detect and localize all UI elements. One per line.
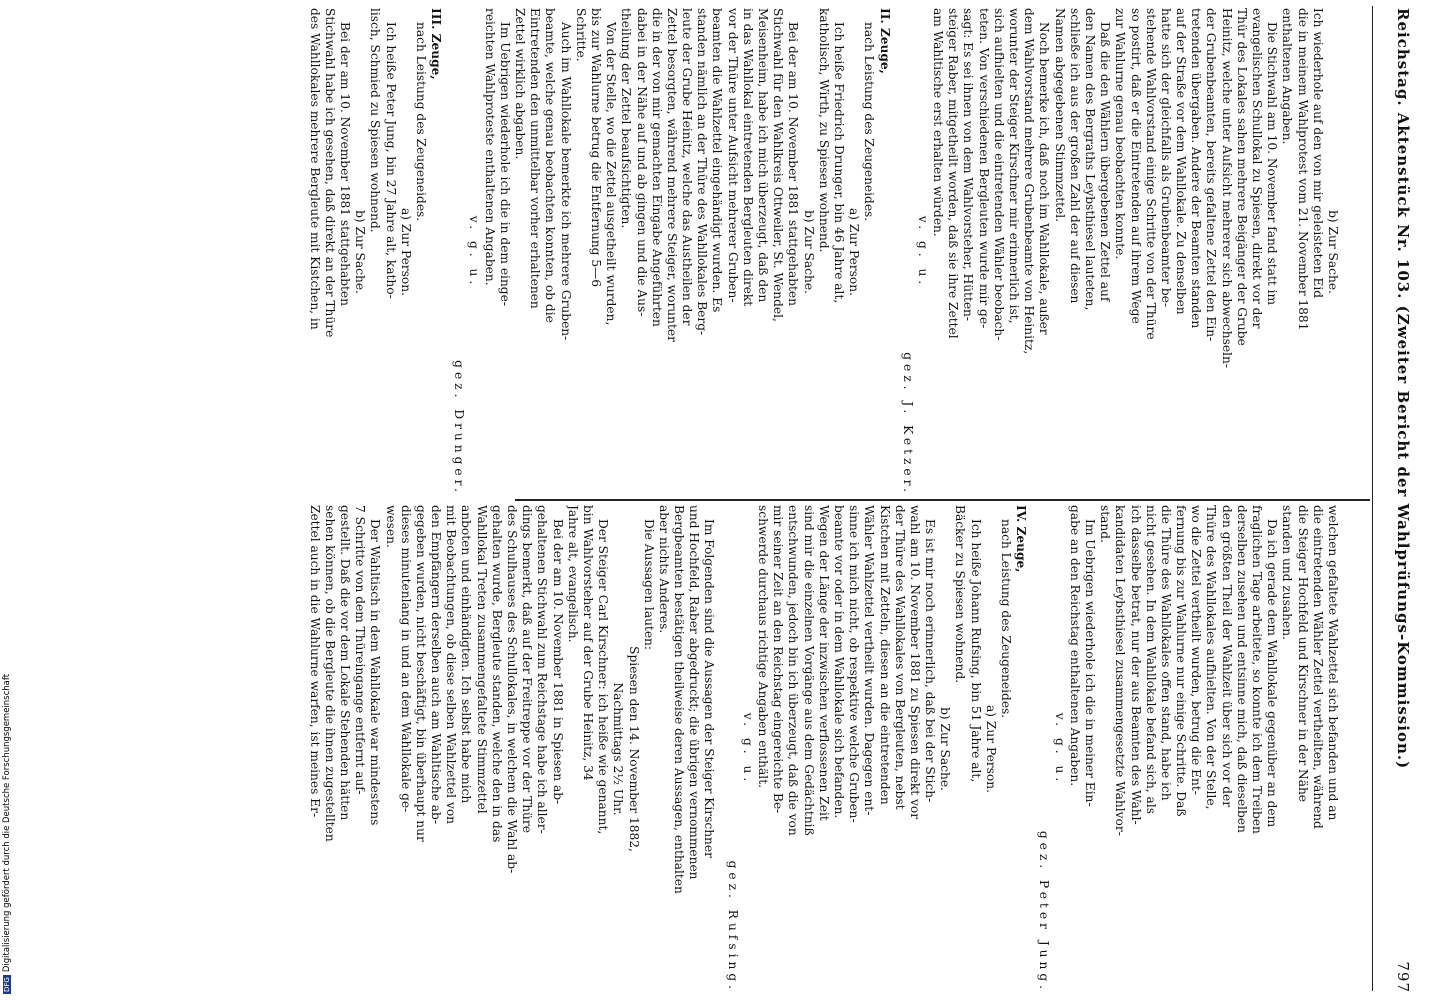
text-line: bin Wahlvorsteher auf der Grube Heinitz, 34 [581,505,595,781]
text-line: sehen können, ob die Bergleute die ihnen zugestellten [322,505,337,842]
text-line: schließe ich aus der großen Zahl der auf diesen [1067,8,1082,304]
text-line: stehende Wahlvorstand einige Schritte von der Thüre [1143,8,1158,340]
text-line: welchen gefaltete Wahlzettel sich befanden und an [1326,505,1340,821]
text-line: nach Leistung des Zeugeneides. [862,22,877,222]
running-head [1394,8,1412,993]
text-line: Ich heiße Friedrich Drunger, bin 46 Jahre alt, [832,22,846,304]
text-line: beamte, welche genau beobachten konnten, ob die [543,8,558,323]
text-line: Meisenheim, habe ich mich überzeugt, daß den [756,8,771,303]
text-line: a) Zur Person. [847,208,862,296]
text-line: gabe an den Reichstag enthaltenen Angaben. [1067,505,1082,787]
text-line: nach Leistung des Zeugeneides. [413,22,428,222]
text-line: dabei in der Nähe auf und ab gingen und die Aus- [634,8,649,317]
text-line: gez. Drunger. [452,360,467,496]
text-line: dieses minutenlang in und an dem Wahllokale ge- [398,505,413,813]
text-line: Stichwahl habe ich gesehen, daß direkt an der Thüre [322,8,337,338]
text-line: nicht gesehen. In dem Wahllokale befand sich, als [1143,505,1158,814]
text-line: des Wahllokales mehrere Bergleute mit Kistchen, in [307,8,322,330]
text-line: Von der Stelle, wo die Zettel ausgetheilt wurden, [604,22,619,326]
text-line: der Thüre des Wahllokales von Bergleuten, nebst [892,505,907,810]
text-line: die eintretenden Wähler Zettel vertheilten, während [1310,505,1325,829]
text-line: gegeben wurden, nicht beschäftigt, bin überhaupt nur [413,505,428,842]
text-line: gehaltenen Stichwahl zum Reichstage habe ich aller- [535,505,550,834]
text-column-left [100,8,1340,496]
text-line: zur Wahlurne genau beobachten konnte. [1113,8,1128,260]
text-line: der Grubenbeamten, bereits gefaltene Zettel den Ein- [1204,8,1219,342]
text-line: Schritte. [573,8,588,62]
text-line: gez. J. Ketzer. [900,352,915,496]
text-line: a) Zur Person. [983,705,998,793]
text-line: evangelischen Schullokal zu Spiesen, direkt vor der [1250,8,1265,329]
text-line: teten. Von verschiedenen Bergleuten wurde mir ge- [976,8,991,329]
text-line: b) Zur Sache. [801,210,816,294]
text-line: Namen abgegebenen Stimmzettel. [1052,8,1067,222]
text-line: Wegen der Länge der inzwischen verflossenen Zeit [816,505,831,821]
text-line: entschwunden, jedoch bin ich überzeugt, daß die von [786,505,801,836]
text-line: die Thüre des Wahllokales offen stand, habe ich [1158,505,1173,801]
text-line: II. Zeuge, [877,8,892,74]
text-line: Bäcker zu Spiesen wohnend. [953,505,968,684]
text-line: Zettel wirklich abgaben. [513,8,528,160]
text-line: fernung bis zur Wahlurne nur einige Schritte. Daß [1174,505,1189,817]
text-line: gez. Rufsing. [725,860,740,993]
text-line: Noch bemerke ich, daß noch im Wahllokale, außer [1037,22,1052,335]
text-line: die in der von mir gemachten Eingabe Angeführten [649,8,664,327]
text-line: stand. [1098,505,1113,543]
text-line: reichten Wahlproteste enthaltenen Angaben. [482,8,497,286]
text-line: v. g. u. [915,215,930,289]
text-line: bis zur Wahlurne betrug die Entfernung 5—6 [589,8,603,288]
text-line: wahl am 10. November 1881 zu Spiesen direkt vor [907,505,922,820]
text-line: wesen. [383,505,398,548]
text-line: aber nichts Anderes. [656,505,671,634]
text-line: dings bemerkt, daß auf der Freitreppe vor der Thüre [520,505,535,833]
text-line: sind mir die einzelnen Vorgänge aus dem Gedächtniß [801,505,816,836]
text-line: die in meinem Wahlprotest vom 21. November 1881 [1295,8,1310,331]
text-line: gez. Peter Jung. [1037,830,1052,993]
dfg-logo: DFG [3,977,11,992]
text-line: Ich wiederhole auf den von mir geleisteten Eid [1310,8,1325,299]
text-line: Ich heiße Peter Jung, bin 27 Jahre alt, katho- [383,22,398,299]
text-line: standen nämlich an der Thüre des Wahllokales Berg- [695,8,710,336]
text-line: IV. Zeuge, [1014,505,1029,573]
text-line [443,8,451,496]
text-line: den Empfängern derselben auch am Wahltische ab- [429,505,444,824]
text-line: schwerde durchaus richtige Angaben enthält. [756,505,771,788]
text-line [892,8,900,496]
text-line: v. g. u. [740,712,755,786]
text-line: Bei der am 10. November 1881 stattgehabten [338,22,352,306]
text-line: lisch, Schmied zu Spiesen wohnend. [368,8,383,233]
text-line: mir seiner Zeit an den Reichstag eingereichte Be- [771,505,786,814]
text-line: so postirt, daß er die Eintretenden auf ihrem Wege [1128,8,1143,324]
text-line: v. g. u. [467,215,482,289]
text-column-right [100,505,1340,993]
text-line: Thür des Lokales sahen mehrere Beigänger der Grube [1234,8,1249,346]
text-line: Die Aussagen lauten: [641,519,656,650]
text-line: wo die Zettel vertheilt wurden, betrug die Ent- [1189,505,1204,795]
text-line: Bergbeamten bestätigen theilweise deren Aussagen, enthalten [672,505,687,894]
text-line: Im Uebrigen wiederhole ich die in dem einge- [497,22,512,306]
text-line: Auch im Wahllokale bemerkte ich mehrere Gruben- [558,22,573,341]
text-line: enthaltenen Angaben. [1280,8,1295,145]
text-line: katholisch, Wirth, zu Spiesen wohnend. [816,8,831,253]
column-divider [515,499,1370,501]
text-line: b) Zur Sache. [938,707,953,791]
page-number: 797 [1394,961,1412,993]
text-line [1028,505,1036,993]
text-line: Die Stichwahl am 10. November fand statt im [1265,22,1280,306]
text-line: kandidaten Leybsthiesel zusammengesetzte Wahlvor- [1113,505,1128,836]
text-line: Zettel auch in die Wahlurne warfen, ist meines Er- [307,505,322,818]
text-line: Bei der am 10. November 1881 stattgehabten [786,22,801,306]
text-line: nach Leistung des Zeugeneides. [999,519,1014,719]
text-line: gehalten wurde, Bergleute standen, welche den in das [489,505,504,843]
text-line: Daß die den Wählern übergebenen Zettel auf [1098,22,1113,302]
text-line: die Steiger Hochfeld und Kirschner in der Nähe [1295,505,1310,803]
text-line: beamte vor oder in dem Wahllokale sich befanden. [832,505,846,819]
text-line: Stichwahl für den Wahlkreis Ottweiler, St. Wendel, [771,8,786,322]
text-line: Der Steiger Carl Kirschner: ich heiße wie genannt, [596,519,611,835]
text-line: Es ist mir noch erinnerlich, daß bei der Stich- [923,519,938,803]
text-line: den Namen des Bergraths Leybsthiesel lauteten, [1083,8,1097,311]
text-line: worunter der Steiger Kirschner mir erinnerlich ist, [1007,8,1022,324]
text-line: fraglichen Tage arbeitete, so konnte ich dem Treiben [1250,505,1265,834]
text-line: steiger Raber, mitgetheilt worden, daß sie ihre Zettel [946,8,961,339]
text-line: anboten und einhändigten. Ich selbst habe mich [459,505,474,804]
text-line: theilung der Zettel beaufsichtigten. [619,8,634,229]
text-line: Spiesen den 14. November 1882, [626,646,641,852]
text-line: tretenden übergaben. Andere der Beamten standen [1189,8,1204,329]
footer-text: Digitalisierung gefördert durch die Deutsche Forschungsgemeinschaft [2,673,12,973]
text-line: den größten Theil der Wahlzeit über sich vor der [1219,505,1234,808]
text-line: sinne ich mich nicht, ob respektive welche Gruben- [847,505,862,823]
text-line: Eintretenden den unmittelbar vorher erhaltenen [528,8,543,309]
text-line: Nachmittags 2½ Uhr. [611,682,626,816]
text-line: auf der Straße vor dem Wahllokale. Zu denselben [1174,8,1189,315]
text-line: beamten die Wahlzettel eingehändigt wurden. Es [710,8,725,313]
header-rule [1372,6,1373,991]
text-line: Kistchen mit Zetteln, diesen an die eintretenden [877,505,892,805]
text-line: gestellt. Daß die vor dem Lokale Stehenden hätten [338,505,352,821]
text-line: 7 Schritte von dem Thüreingange entfernt auf- [353,505,368,795]
text-line: sich aufhielten und die eintretenden Wähler beobach- [991,8,1006,341]
text-line: sagt: Es sei ihnen von dem Wahlvorsteher, Hütten- [961,8,976,322]
text-line: standen und zusahen. [1280,505,1295,640]
text-line: Jahre alt, evangelisch. [565,505,580,643]
text-line: leute der Grube Heinitz, welche das Austheilen der [680,8,695,326]
text-line: am Wahltische erst erhalten würden. [931,8,946,237]
text-line: III. Zeuge, [429,8,444,80]
text-line: Der Wahltisch in dem Wahllokale war mindestens [368,519,383,826]
text-line: Wahllokal Treten zusammengefaltete Stimmzettel [474,505,489,814]
text-line: Ich heiße Johann Rufsing, bin 51 Jahre alt, [968,519,983,783]
text-line: b) Zur Sache. [353,210,368,294]
text-line: vor der Thüre unter Aufsicht mehrerer Gruben- [725,8,740,303]
text-line: Thüre des Wahllokales aufhielten. Von der Stelle, [1204,505,1219,810]
text-line [717,505,725,993]
digitization-footer [2,674,12,994]
text-line: Bei der am 10. November 1881 in Spiesen ab- [550,519,565,805]
text-line: hatte sich der gleichfalls als Grubenbeamter be- [1158,8,1173,307]
text-line: dem Wahlvorstand mehrere Grubenbeamte von Heinitz, [1022,8,1037,355]
running-head-title: Reichstag. Aktenstück Nr. 103. (Zweiter Bericht der Wahlprüfungs-Kommission.) [1394,8,1412,770]
text-line: Im Uebrigen wiederhole ich die in meiner Ein- [1083,519,1097,807]
text-line: Zettel besorgten, während mehrere Steiger, worunter [664,8,679,342]
text-line: in das Wahllokal eintretenden Bergleuten direkt [740,8,755,307]
text-line: Da ich gerade dem Wahllokale gegenüber an dem [1265,519,1280,828]
text-line: des Schulhauses des Schullokales, in welchem die Wahl ab- [505,505,520,874]
text-line: b) Zur Sache. [1326,210,1340,294]
text-line: Heinitz, welche unter Aufsicht mehrerer sich abwechseln- [1219,8,1234,368]
text-line: und Hochfeld, Raber abgedruckt; die übrigen vernommenen [687,505,702,880]
text-line: ich dasselbe betrat, nur der aus Beamten des Wahl- [1128,505,1143,825]
text-line: Wähler Wahlzettel vertheilt wurden. Dagegen ent- [862,505,877,816]
text-line: Im Folgenden sind die Aussagen der Steiger Kirschner [702,519,717,858]
text-line: mit Beobachtungen, ob diese selben Wahlzettel von [444,505,459,825]
text-line: v. g. u. [1052,712,1067,786]
text-line: a) Zur Person. [398,208,413,296]
text-line: derselben zusehen und entsinne mich, daß dieselben [1234,505,1249,833]
